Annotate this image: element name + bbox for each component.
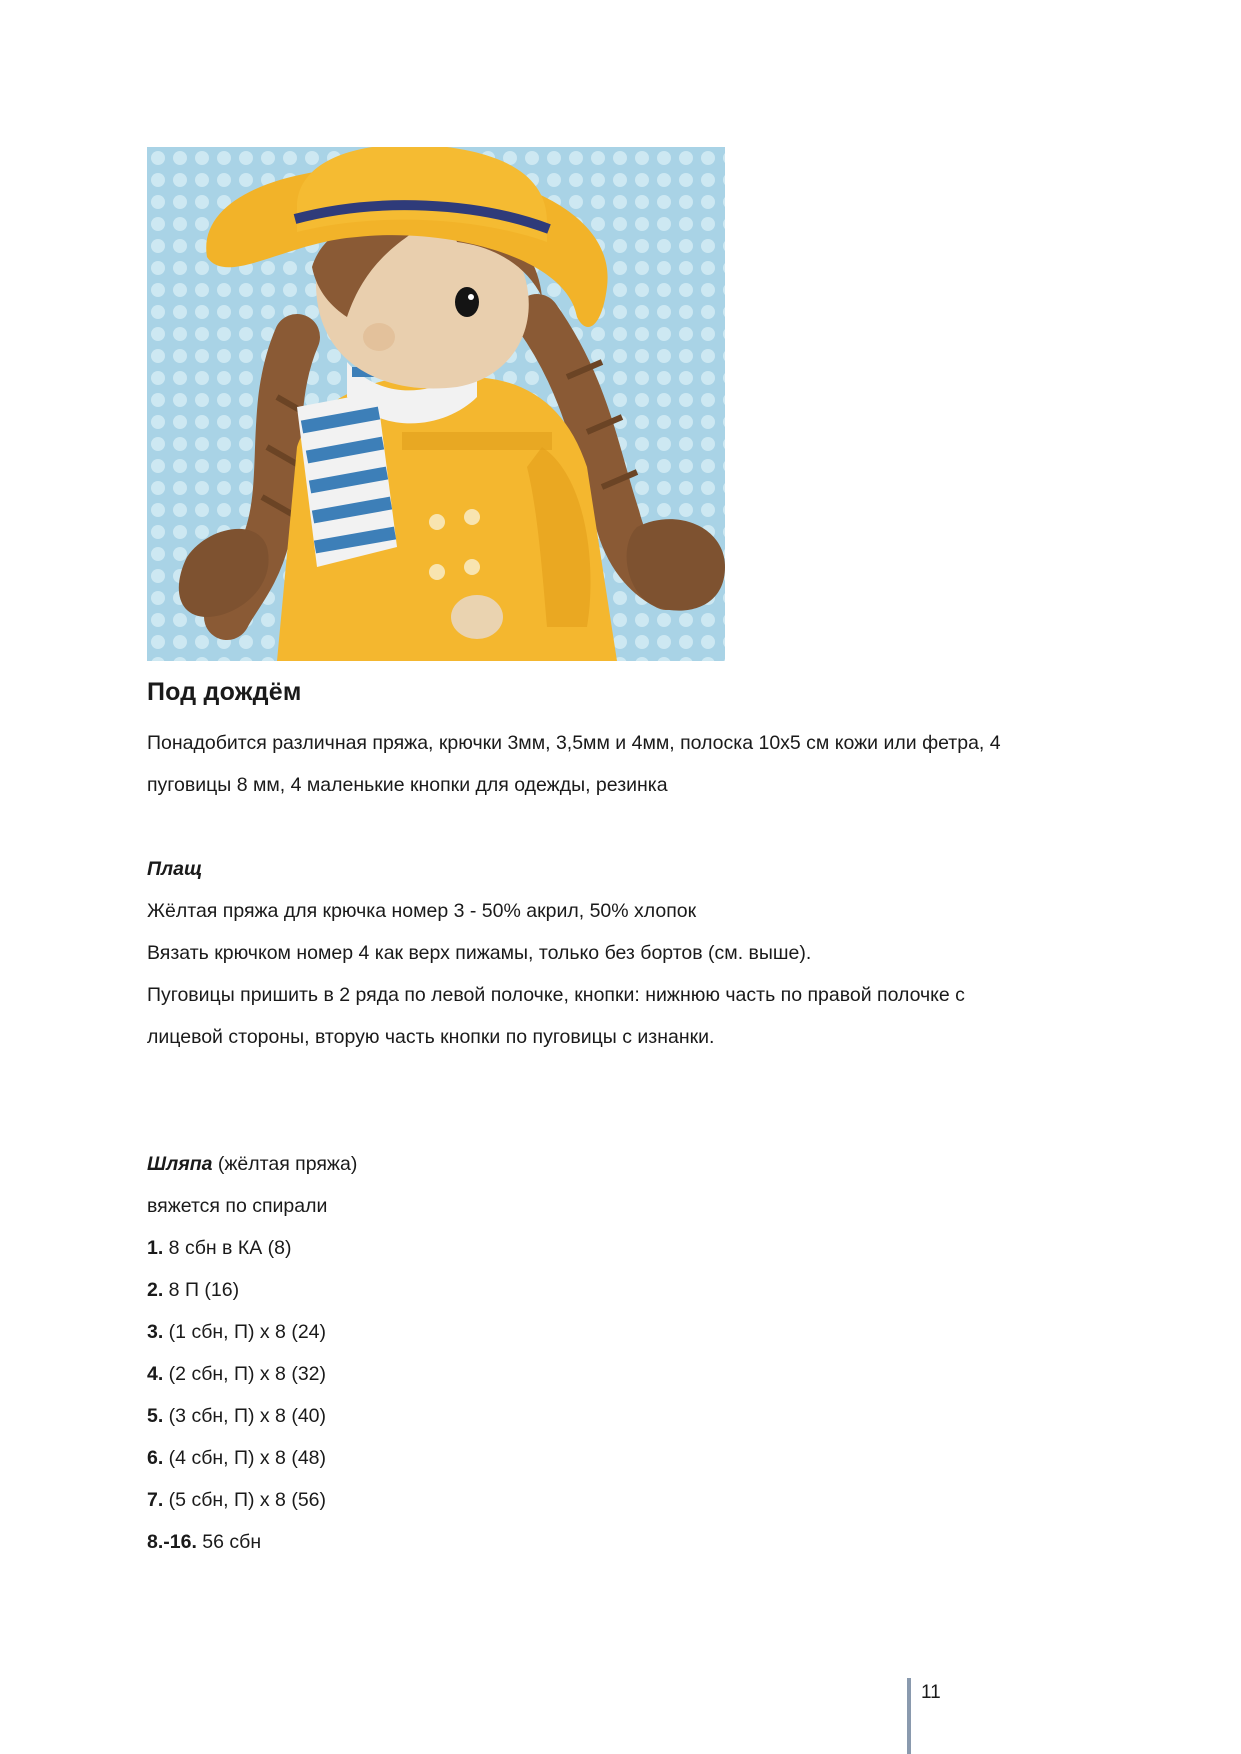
hat-row: [147, 1361, 326, 1387]
hat-row: [147, 1487, 326, 1513]
coat-heading: Плащ: [147, 858, 203, 880]
row-number: 8.-16.: [147, 1531, 197, 1553]
intro-line-1: Понадобится различная пряжа, крючки 3мм, 3,5мм и 4мм, полоска 10х5 см кожи или фетра, 4: [147, 732, 1001, 754]
hat-row: [147, 1445, 326, 1471]
hat-row: [147, 1319, 326, 1345]
row-text: 8 сбн в КА (8): [163, 1237, 292, 1259]
hat-heading-note: (жёлтая пряжа): [212, 1153, 358, 1175]
doll-photo: [147, 147, 725, 661]
intro-line-2: пуговицы 8 мм, 4 маленькие кнопки для одежды, резинка: [147, 774, 668, 796]
hat-row: [147, 1277, 239, 1303]
row-text: (3 сбн, П) х 8 (40): [163, 1405, 326, 1427]
hat-spiral-note: вяжется по спирали: [147, 1195, 328, 1217]
row-number: 3.: [147, 1321, 164, 1343]
row-text: (5 сбн, П) х 8 (56): [163, 1489, 326, 1511]
row-text: (2 сбн, П) х 8 (32): [163, 1363, 326, 1385]
coat-line-4: лицевой стороны, вторую часть кнопки по пуговицы с изнанки.: [147, 1026, 715, 1048]
hat-row: [147, 1235, 291, 1261]
doll-illustration: [147, 147, 725, 661]
row-number: 1.: [147, 1237, 164, 1259]
page-number: 11: [921, 1682, 941, 1703]
row-text: 8 П (16): [163, 1279, 240, 1301]
row-number: 7.: [147, 1489, 164, 1511]
hat-row: [147, 1529, 261, 1555]
hat-heading-line: [147, 1151, 357, 1177]
coat-line-1: Жёлтая пряжа для крючка номер 3 - 50% акрил, 50% хлопок: [147, 900, 697, 922]
row-text: (1 сбн, П) х 8 (24): [163, 1321, 326, 1343]
row-number: 6.: [147, 1447, 164, 1469]
row-text: (4 сбн, П) х 8 (48): [163, 1447, 326, 1469]
row-text: 56 сбн: [196, 1531, 262, 1553]
row-number: 5.: [147, 1405, 164, 1427]
row-number: 2.: [147, 1279, 164, 1301]
coat-line-2: Вязать крючком номер 4 как верх пижамы, только без бортов (см. выше).: [147, 942, 812, 964]
hat-row: [147, 1403, 326, 1429]
page-title: Под дождём: [147, 678, 302, 706]
coat-line-3: Пуговицы пришить в 2 ряда по левой полочке, кнопки: нижнюю часть по правой полочке с: [147, 984, 965, 1006]
page-number-divider: [907, 1678, 911, 1754]
hat-heading: Шляпа: [147, 1153, 213, 1175]
row-number: 4.: [147, 1363, 164, 1385]
